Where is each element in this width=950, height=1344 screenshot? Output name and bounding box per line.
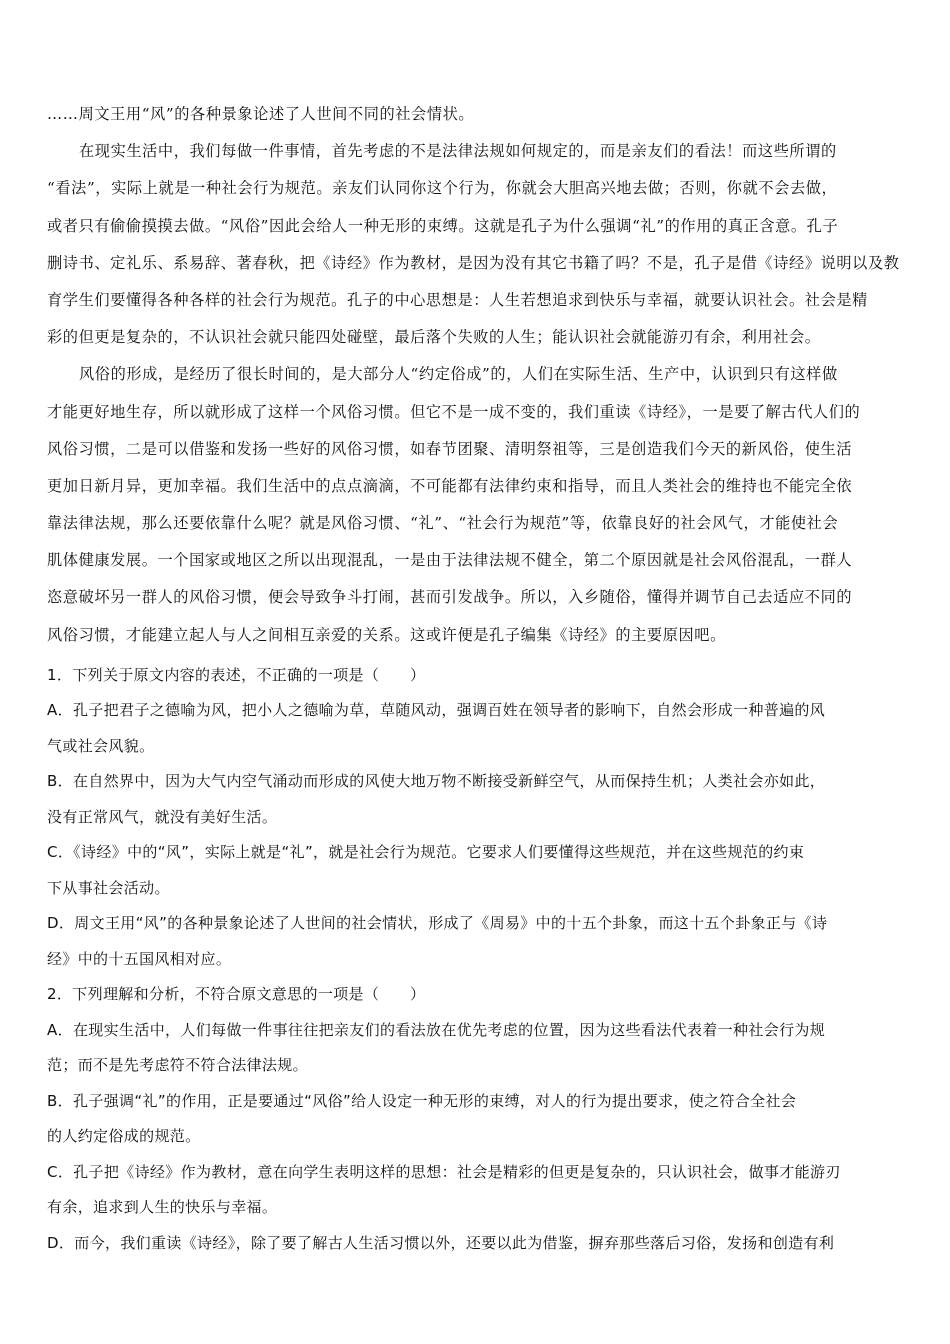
passage-line: 更加日新月异，更加幸福。我们生活中的点点滴滴，不可能都有法律约束和指导，而且人类社会的维持也不能完全依 xyxy=(47,476,853,495)
passage-line: ……周文王用“风”的各种景象论述了人世间不同的社会情状。 xyxy=(47,105,475,123)
passage-line: 风俗习惯，才能建立起人与人之间相互亲爱的关系。这或许便是孔子编集《诗经》的主要原因吧。 xyxy=(47,625,726,644)
question-1-option-d: D．周文王用“风”的各种景象论述了人世间的社会情状，形成了《周易》中的十五个卦象，而这十五个卦象正与《诗 xyxy=(47,914,828,933)
question-2-option-a: A．在现实生活中，人们每做一件事往往把亲友们的看法放在优先考虑的位置，因为这些看法代表着一种社会行为规 xyxy=(47,1020,826,1039)
passage-line: 肌体健康发展。一个国家或地区之所以出现混乱，一是由于法律法规不健全，第二个原因就是社会风俗混乱，一群人 xyxy=(47,551,853,570)
question-1-option-b: B．在自然界中，因为大气内空气涌动而形成的风使大地万物不断接受新鲜空气，从而保持生机；人类社会亦如此， xyxy=(47,772,826,791)
passage-line: 风俗习惯，二是可以借鉴和发扬一些好的风俗习惯，如春节团聚、清明祭祖等，三是创造我们今天的新风俗，使生活 xyxy=(47,439,853,458)
passage-line: 或者只有偷偷摸摸去做。“风俗”因此会给人一种无形的束缚。这就是孔子为什么强调“礼”的作用的真正含意。孔子 xyxy=(47,216,839,235)
passage-line: 彩的但更是复杂的，不认识社会就只能四处碰壁，最后落个失败的人生；能认识社会就能游刃有余，利用社会。 xyxy=(47,328,821,347)
question-2-option-b: B．孔子强调“礼”的作用，正是要通过“风俗”给人设定一种无形的束缚，对人的行为提出要求，使之符合全社会 xyxy=(47,1091,797,1110)
question-2-option-a-cont: 范；而不是先考虑符不符合法律法规。 xyxy=(47,1056,308,1075)
passage-line: 育学生们要懂得各种各样的社会行为规范。孔子的中心思想是：人生若想追求到快乐与幸福，就要认识社会。社会是精 xyxy=(47,290,868,309)
passage-line: 靠法律法规，那么还要依靠什么呢？就是风俗习惯、“礼”、“社会行为规范”等，依靠良好的社会风气，才能使社会 xyxy=(47,514,839,533)
passage-line: 删诗书、定礼乐、系易辞、著春秋，把《诗经》作为教材，是因为没有其它书籍了吗？不是，孔子是借《诗经》说明以及教 xyxy=(47,253,900,272)
exam-page xyxy=(47,100,907,1264)
question-1-option-c: C．《诗经》中的“风”，实际上就是“礼”，就是社会行为规范。它要求人们要懂得这些规范，并在这些规范的约束 xyxy=(47,843,805,862)
reading-passage xyxy=(47,100,907,658)
passage-line: 在现实生活中，我们每做一件事情，首先考虑的不是法律法规如何规定的，而是亲友们的看法！而这些所谓的 xyxy=(79,142,837,161)
question-section xyxy=(47,661,907,1265)
question-stem-2: 2．下列理解和分析，不符合原文意思的一项是（ ） xyxy=(47,985,426,1004)
passage-line: “看法”，实际上就是一种社会行为规范。亲友们认同你这个行为，你就会大胆高兴地去做；否则，你就不会去做， xyxy=(47,179,838,198)
passage-line: 才能更好地生存，所以就形成了这样一个风俗习惯。但它不是一成不变的，我们重读《诗经》，一是要了解古代人们的 xyxy=(47,402,861,421)
passage-line: 风俗的形成，是经历了很长时间的，是大部分人“约定俗成”的，人们在实际生活、生产中，认识到只有这样做 xyxy=(79,365,838,384)
question-1-option-c-cont: 下从事社会活动。 xyxy=(47,878,170,897)
question-1-option-b-cont: 没有正常风气，就没有美好生活。 xyxy=(47,807,278,826)
question-2-option-c: C．孔子把《诗经》作为教材，意在向学生表明这样的思想：社会是精彩的但更是复杂的，只认识社会，做事才能游刃 xyxy=(47,1162,841,1181)
question-1-option-d-cont: 经》中的十五国风相对应。 xyxy=(47,949,232,968)
question-1-option-a-cont: 气或社会风貌。 xyxy=(47,736,155,755)
question-stem-1: 1．下列关于原文内容的表述，不正确的一项是（ ） xyxy=(47,665,426,684)
question-2-option-b-cont: 的人约定俗成的规范。 xyxy=(47,1127,201,1146)
question-1-option-a: A．孔子把君子之德喻为风，把小人之德喻为草，草随风动，强调百姓在领导者的影响下，自然会形成一种普遍的风 xyxy=(47,701,826,720)
question-2-option-d: D．而今，我们重读《诗经》，除了要了解古人生活习惯以外，还要以此为借鉴，摒弃那些落后习俗，发扬和创造有利 xyxy=(47,1233,835,1252)
question-2-option-c-cont: 有余，追求到人生的快乐与幸福。 xyxy=(47,1198,278,1217)
passage-line: 恣意破坏另一群人的风俗习惯，便会导致争斗打闹，甚而引发战争。所以，入乡随俗，懂得并调节自己去适应不同的 xyxy=(47,588,853,607)
